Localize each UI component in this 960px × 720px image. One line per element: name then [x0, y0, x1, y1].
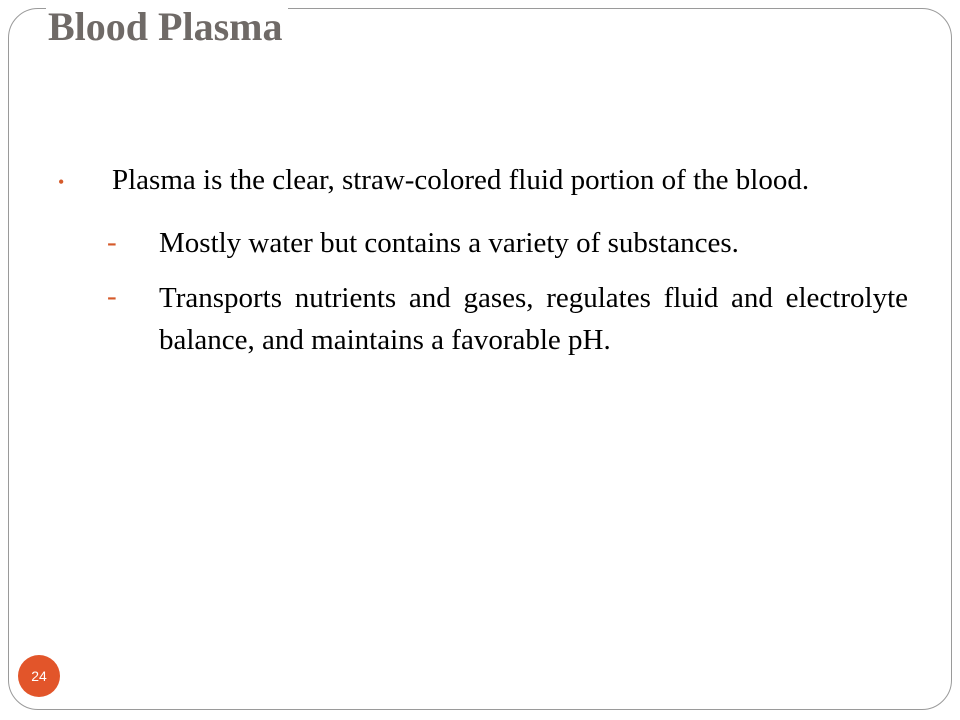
page-number-badge: 24	[18, 655, 60, 697]
sub-bullet-item	[58, 223, 908, 263]
dash-marker: -	[107, 280, 117, 312]
dash-marker: -	[107, 226, 117, 258]
slide-title: Blood Plasma	[46, 0, 288, 56]
sub-bullet-item	[58, 277, 908, 361]
slide-content	[58, 162, 908, 361]
sub-bullet-text: Mostly water but contains a variety of substances.	[159, 227, 739, 259]
bullet-item	[58, 162, 908, 202]
sub-bullet-text: Transports nutrients and gases, regulates fluid and electrolyte balance, and maintains a favorable pH.	[159, 282, 908, 356]
bullet-text: Plasma is the clear, straw-colored fluid portion of the blood.	[112, 164, 810, 196]
bullet-dot-icon: •	[58, 172, 65, 192]
